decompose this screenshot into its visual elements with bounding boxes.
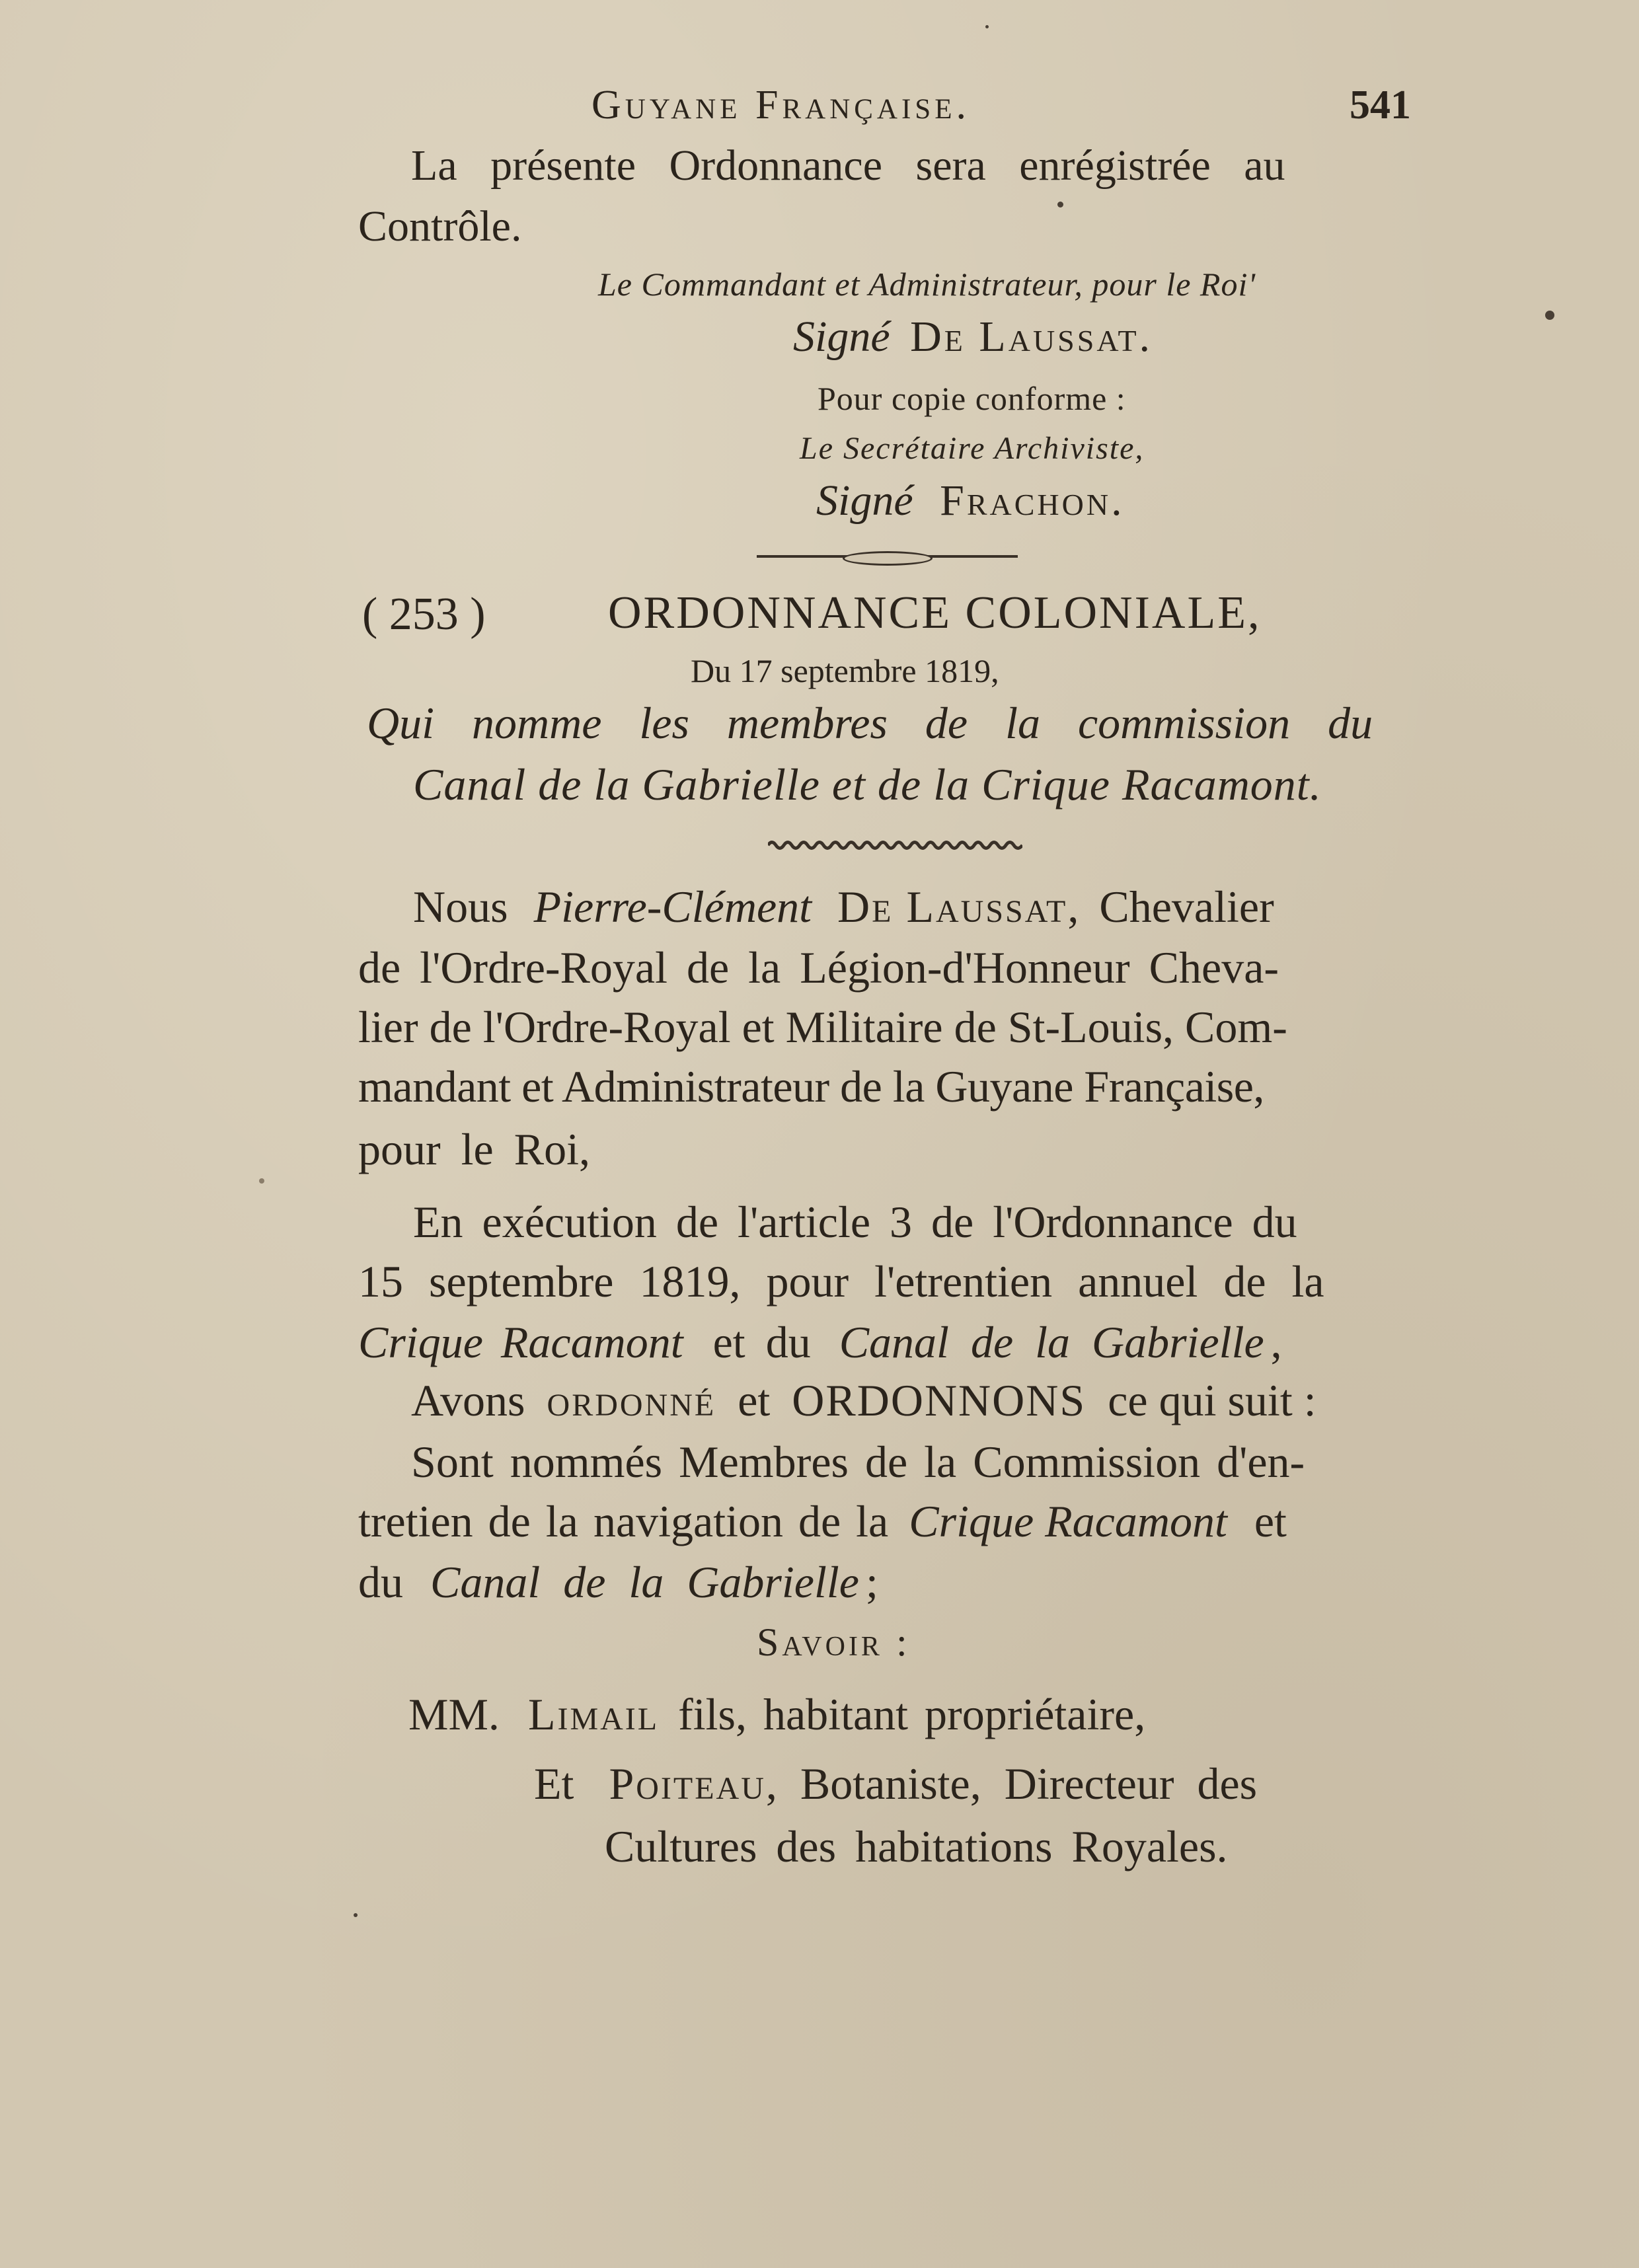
running-title: Guyane Française.	[591, 83, 970, 128]
subtitle-line-1-text: Qui nomme les membres de la commission du	[367, 698, 1373, 748]
body-p1-l4: mandant et Administrateur de la Guyane Française,	[358, 1061, 1264, 1112]
signature-frachon	[816, 476, 1125, 525]
paper-speck	[354, 1913, 358, 1917]
page-number: 541	[1350, 83, 1411, 128]
body-p4-l1: Sont nommés Membres de la Commission d'en-	[411, 1437, 1305, 1487]
prev-line-2: Contrôle.	[358, 202, 522, 250]
prev-line-1	[411, 141, 1429, 190]
p4-du: du	[358, 1557, 403, 1607]
ornamental-rule-knot	[843, 551, 933, 566]
ordonnance-title: ORDONNANCE COLONIALE,	[608, 587, 1262, 638]
p1-nous: Nous	[413, 882, 508, 932]
p3-avons: Avons	[411, 1375, 525, 1425]
p2-comma: ,	[1270, 1317, 1282, 1367]
copie-conforme: Pour copie conforme :	[818, 380, 1126, 417]
p4-semicolon: ;	[865, 1557, 878, 1607]
p1-prenom: Pierre-Clément	[533, 882, 812, 932]
member-2-desc: , Botaniste, Directeur des	[765, 1758, 1258, 1809]
member-poiteau: Poiteau	[609, 1758, 766, 1809]
ordonnance-number: ( 253 )	[362, 589, 486, 640]
member-2	[534, 1758, 1258, 1809]
p4-tretien: tretien de la navigation de la	[358, 1496, 889, 1546]
body-p2-l2: 15 septembre 1819, pour l'etrentien annuel de la	[358, 1256, 1324, 1306]
p3-suit: ce qui suit :	[1108, 1375, 1316, 1425]
member-2-cont: Cultures des habitations Royales.	[605, 1821, 1228, 1871]
p1-laussat: De Laussat	[837, 882, 1068, 932]
savoir-heading: Savoir :	[757, 1620, 911, 1664]
body-p4-l2	[358, 1496, 1287, 1546]
frachon-name: Frachon.	[940, 476, 1125, 525]
paper-speck	[985, 25, 989, 28]
paper-speck	[259, 1178, 264, 1184]
ornamental-rule	[757, 555, 1018, 558]
member-limail: Limail	[527, 1689, 660, 1739]
p2-canal: Canal de la Gabrielle	[839, 1317, 1264, 1367]
signature-laussat	[793, 315, 1153, 359]
signature-commandant: Le Commandant et Administrateur, pour le Roi'	[598, 266, 1256, 303]
et-label: Et	[534, 1758, 574, 1809]
body-p4-l3	[358, 1557, 878, 1607]
member-1-desc: fils, habitant propriétaire,	[678, 1689, 1146, 1739]
paper-speck	[1057, 202, 1063, 208]
p2-crique: Crique Racamont	[358, 1317, 683, 1367]
secretaire-archiviste: Le Secrétaire Archiviste,	[800, 431, 1145, 466]
wavy-rule	[768, 839, 1022, 851]
p4-et: et	[1254, 1496, 1287, 1546]
subtitle-line-1	[367, 698, 1431, 748]
p2-et-du: et du	[712, 1317, 811, 1367]
p3-ordonnons: ORDONNONS	[792, 1375, 1086, 1425]
ordonnance-date: Du 17 septembre 1819,	[691, 652, 999, 689]
p4-crique: Crique Racamont	[909, 1496, 1227, 1546]
body-p2-l1: En exécution de l'article 3 de l'Ordonnance du	[413, 1197, 1297, 1247]
body-p1-l2: de l'Ordre-Royal de la Légion-d'Honneur Cheva-	[358, 942, 1279, 993]
p4-canal: Canal de la Gabrielle	[430, 1557, 859, 1607]
member-1	[408, 1689, 1146, 1739]
signe-label: Signé	[793, 313, 890, 361]
laussat-name: De Laussat.	[910, 313, 1153, 361]
body-p3	[411, 1375, 1316, 1425]
prev-line-1-text: La présente Ordonnance sera enrégistrée au	[411, 141, 1285, 190]
p3-et: et	[738, 1375, 771, 1425]
body-p1-l5: pour le Roi,	[358, 1124, 590, 1174]
mm-label: MM.	[408, 1689, 500, 1739]
p3-ordonne: ordonné	[547, 1375, 716, 1425]
body-p1-l3: lier de l'Ordre-Royal et Militaire de St-Louis, Com-	[358, 1002, 1287, 1052]
body-p2-l3	[358, 1317, 1282, 1367]
paper-speck	[1545, 311, 1554, 320]
subtitle-line-2: Canal de la Gabrielle et de la Crique Racamont.	[413, 759, 1322, 810]
p1-chevalier: , Chevalier	[1067, 882, 1274, 932]
body-p1-l1	[413, 882, 1274, 932]
signe-label-2: Signé	[816, 476, 913, 525]
